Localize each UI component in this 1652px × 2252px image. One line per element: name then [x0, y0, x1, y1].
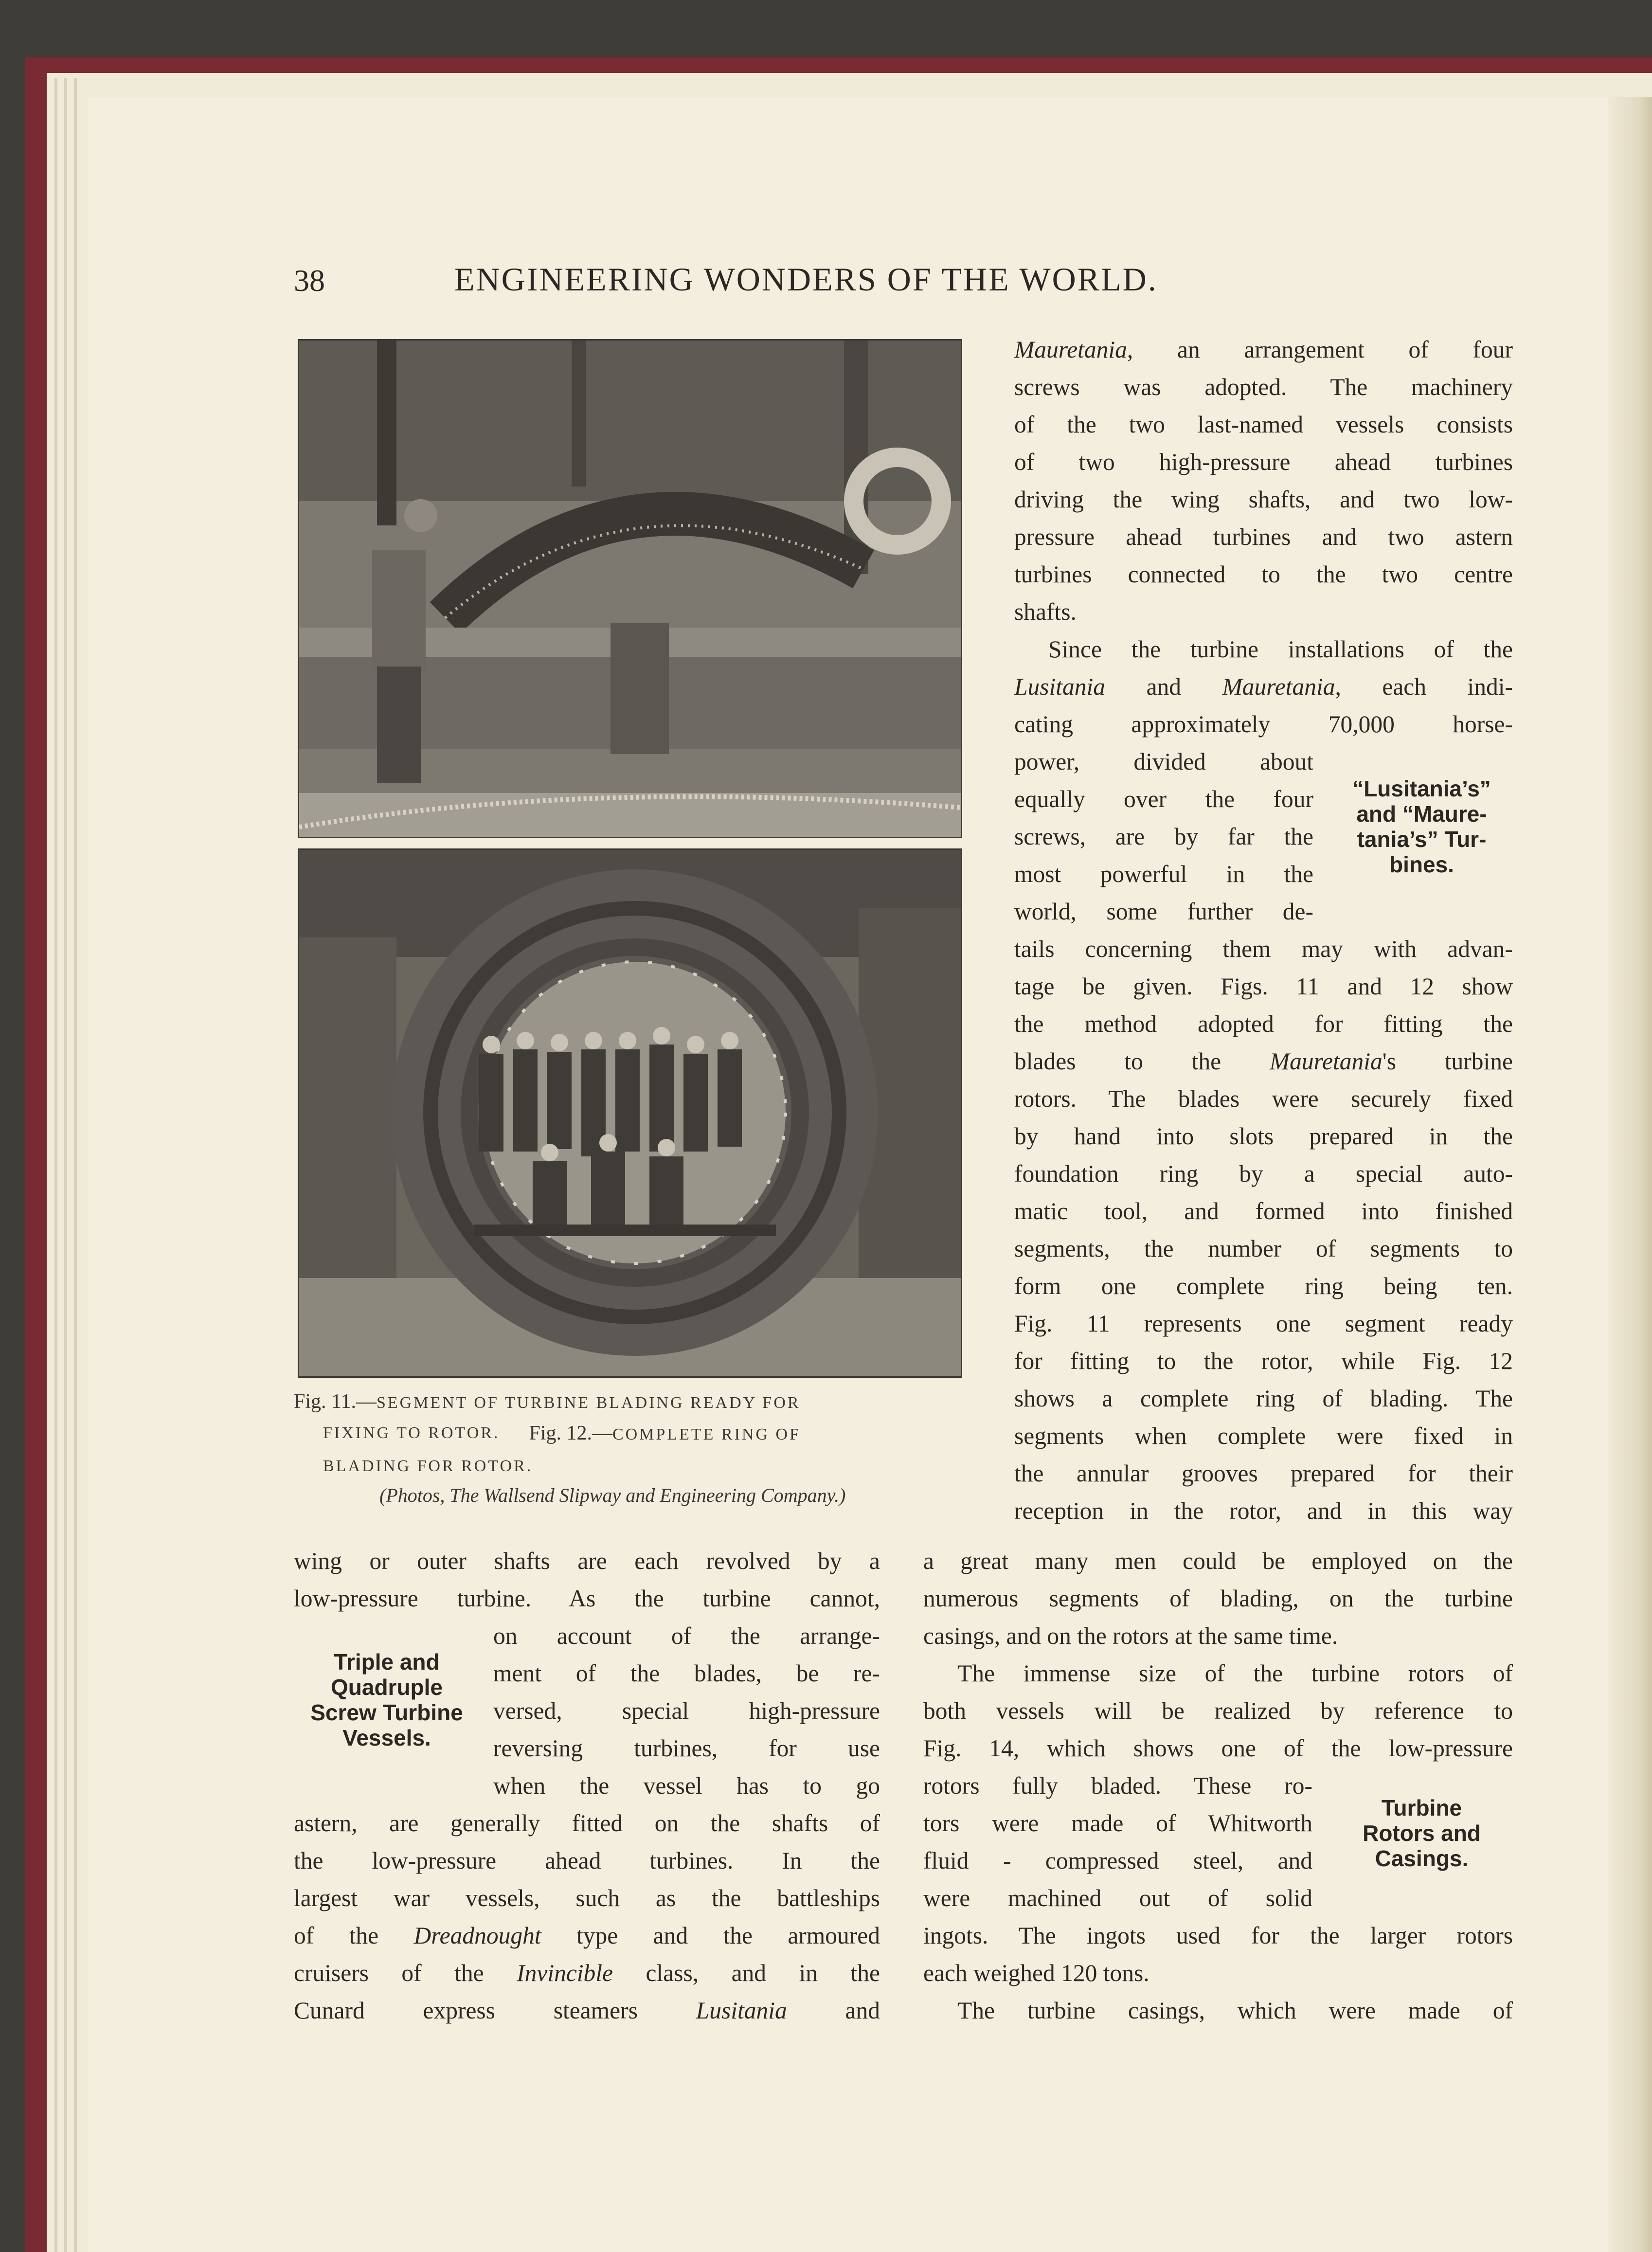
- text-line: were machined out of solid: [923, 1885, 1312, 1911]
- text-line: for fitting to the rotor, while Fig. 12: [1014, 1348, 1513, 1374]
- text-line: matic tool, and formed into finished: [1014, 1198, 1513, 1225]
- sidenote-line: Casings.: [1375, 1846, 1469, 1871]
- text-line: blades to the Mauretania's turbine: [1014, 1048, 1513, 1075]
- sidenote-line: Screw Turbine: [310, 1700, 463, 1725]
- text-line: power, divided about: [1014, 748, 1313, 775]
- text-line: low-pressure turbine. As the turbine cannot,: [294, 1585, 880, 1612]
- text-line: tage be given. Figs. 11 and 12 show: [1014, 973, 1513, 1000]
- text-line: rotors fully bladed. These ro-: [923, 1772, 1312, 1799]
- caption-fig-11-label: Fig. 11.—: [294, 1390, 377, 1413]
- text-line: ment of the blades, be re-: [493, 1660, 880, 1687]
- page-number: 38: [294, 263, 325, 298]
- page-edge: [64, 78, 67, 2252]
- text-line: Fig. 14, which shows one of the low-pressure: [923, 1735, 1513, 1762]
- left-column-text-bottom: [294, 1542, 880, 2029]
- sidenote-line: “Lusitania’s”: [1352, 776, 1491, 801]
- sidenote-line: Quadruple: [330, 1675, 443, 1700]
- text-line: numerous segments of blading, on the turbine: [923, 1585, 1513, 1612]
- text-line: largest war vessels, such as the battleships: [294, 1885, 880, 1911]
- text-line: Since the turbine installations of the: [1048, 636, 1513, 663]
- text-line: Fig. 11 represents one segment ready: [1014, 1310, 1513, 1337]
- sidenote-line: and “Maure-: [1356, 801, 1487, 827]
- text-line: the low-pressure ahead turbines. In the: [294, 1847, 880, 1874]
- text-line: segments, the number of segments to: [1014, 1235, 1513, 1262]
- text-line: of the Dreadnought type and the armoured: [294, 1922, 880, 1949]
- text-line: foundation ring by a special auto-: [1014, 1160, 1513, 1187]
- caption-fig-11-text: SEGMENT OF TURBINE BLADING READY FOR: [376, 1394, 801, 1412]
- text-line: pressure ahead turbines and two astern: [1014, 523, 1513, 550]
- text-line: when the vessel has to go: [493, 1772, 880, 1799]
- sidenote-line: Turbine: [1381, 1795, 1462, 1820]
- text-line: equally over the four: [1014, 786, 1313, 812]
- text-line: shafts.: [1014, 598, 1077, 625]
- text-line: tors were made of Whitworth: [923, 1810, 1312, 1837]
- text-line: astern, are generally fitted on the shafts of: [294, 1810, 880, 1837]
- text-line: of the two last-named vessels consists: [1014, 411, 1513, 438]
- text-line: each weighed 120 tons.: [923, 1960, 1149, 1986]
- text-line: Cunard express steamers Lusitania and: [294, 1997, 880, 2024]
- figure-caption: [294, 1387, 965, 1481]
- text-line: screws was adopted. The machinery: [1014, 374, 1513, 400]
- caption-fig-11-text-cont: FIXING TO ROTOR.: [323, 1424, 500, 1442]
- sidenote-line: tania’s” Tur-: [1357, 827, 1487, 852]
- text-line: Lusitania and Mauretania, each indi-: [1014, 673, 1513, 700]
- text-line: cruisers of the Invincible class, and in the: [294, 1960, 880, 1986]
- page-edge: [74, 78, 77, 2252]
- text-line: driving the wing shafts, and two low-: [1014, 486, 1513, 513]
- text-line: ingots. The ingots used for the larger rotors: [923, 1922, 1513, 1949]
- figure-11-photo: [298, 339, 962, 838]
- figure-12-photo: [298, 848, 962, 1378]
- text-line: fluid - compressed steel, and: [923, 1847, 1312, 1874]
- text-line: reception in the rotor, and in this way: [1014, 1497, 1513, 1524]
- page-edge: [54, 78, 57, 2252]
- text-line: Mauretania, an arrangement of four: [1014, 336, 1513, 363]
- text-line: turbines connected to the two centre: [1014, 561, 1513, 588]
- text-line: a great many men could be employed on the: [923, 1548, 1513, 1574]
- text-line: form one complete ring being ten.: [1014, 1273, 1513, 1299]
- text-line: of two high-pressure ahead turbines: [1014, 449, 1513, 475]
- text-line: tails concerning them may with advan-: [1014, 936, 1513, 962]
- text-line: both vessels will be realized by reference to: [923, 1697, 1513, 1724]
- text-line: on account of the arrange-: [493, 1622, 880, 1649]
- page-gutter: [1608, 97, 1652, 2252]
- sidenote-line: Rotors and: [1363, 1820, 1481, 1846]
- text-line: the annular grooves prepared for their: [1014, 1460, 1513, 1487]
- sidenote-line: Triple and: [334, 1649, 440, 1675]
- text-line: segments when complete were fixed in: [1014, 1423, 1513, 1449]
- text-line: the method adopted for fitting the: [1014, 1010, 1513, 1037]
- running-title: ENGINEERING WONDERS OF THE WORLD.: [454, 261, 1158, 298]
- text-line: by hand into slots prepared in the: [1014, 1123, 1513, 1150]
- text-line: rotors. The blades were securely fixed: [1014, 1085, 1513, 1112]
- right-column-text-top: [1014, 331, 1513, 1530]
- sidenote-line: bines.: [1389, 852, 1454, 877]
- photo-credit: (Photos, The Wallsend Slipway and Engineering Company.): [379, 1484, 846, 1506]
- text-line: most powerful in the: [1014, 861, 1313, 887]
- text-line: shows a complete ring of blading. The: [1014, 1385, 1513, 1412]
- text-line: cating approximately 70,000 horse-: [1014, 711, 1513, 738]
- caption-fig-12-text-cont: BLADING FOR ROTOR.: [323, 1457, 533, 1475]
- sidenote-line: Vessels.: [342, 1725, 431, 1750]
- caption-fig-12-text: COMPLETE RING OF: [612, 1425, 801, 1443]
- right-column-text-bottom: [923, 1542, 1513, 2029]
- text-line: versed, special high-pressure: [493, 1697, 880, 1724]
- text-line: reversing turbines, for use: [493, 1735, 880, 1762]
- text-line: wing or outer shafts are each revolved by a: [294, 1548, 880, 1574]
- text-line: screws, are by far the: [1014, 823, 1313, 850]
- text-line: The turbine casings, which were made of: [957, 1997, 1513, 2024]
- text-line: The immense size of the turbine rotors of: [957, 1660, 1513, 1687]
- text-line: world, some further de-: [1014, 898, 1313, 925]
- sidenote-triple-screw-turbine: [289, 1649, 484, 1750]
- caption-fig-12-label: Fig. 12.—: [529, 1422, 612, 1444]
- sidenote-lusitania-turbines: [1330, 776, 1513, 877]
- sidenote-turbine-rotors-casings: [1330, 1795, 1513, 1871]
- text-line: casings, and on the rotors at the same time.: [923, 1622, 1338, 1649]
